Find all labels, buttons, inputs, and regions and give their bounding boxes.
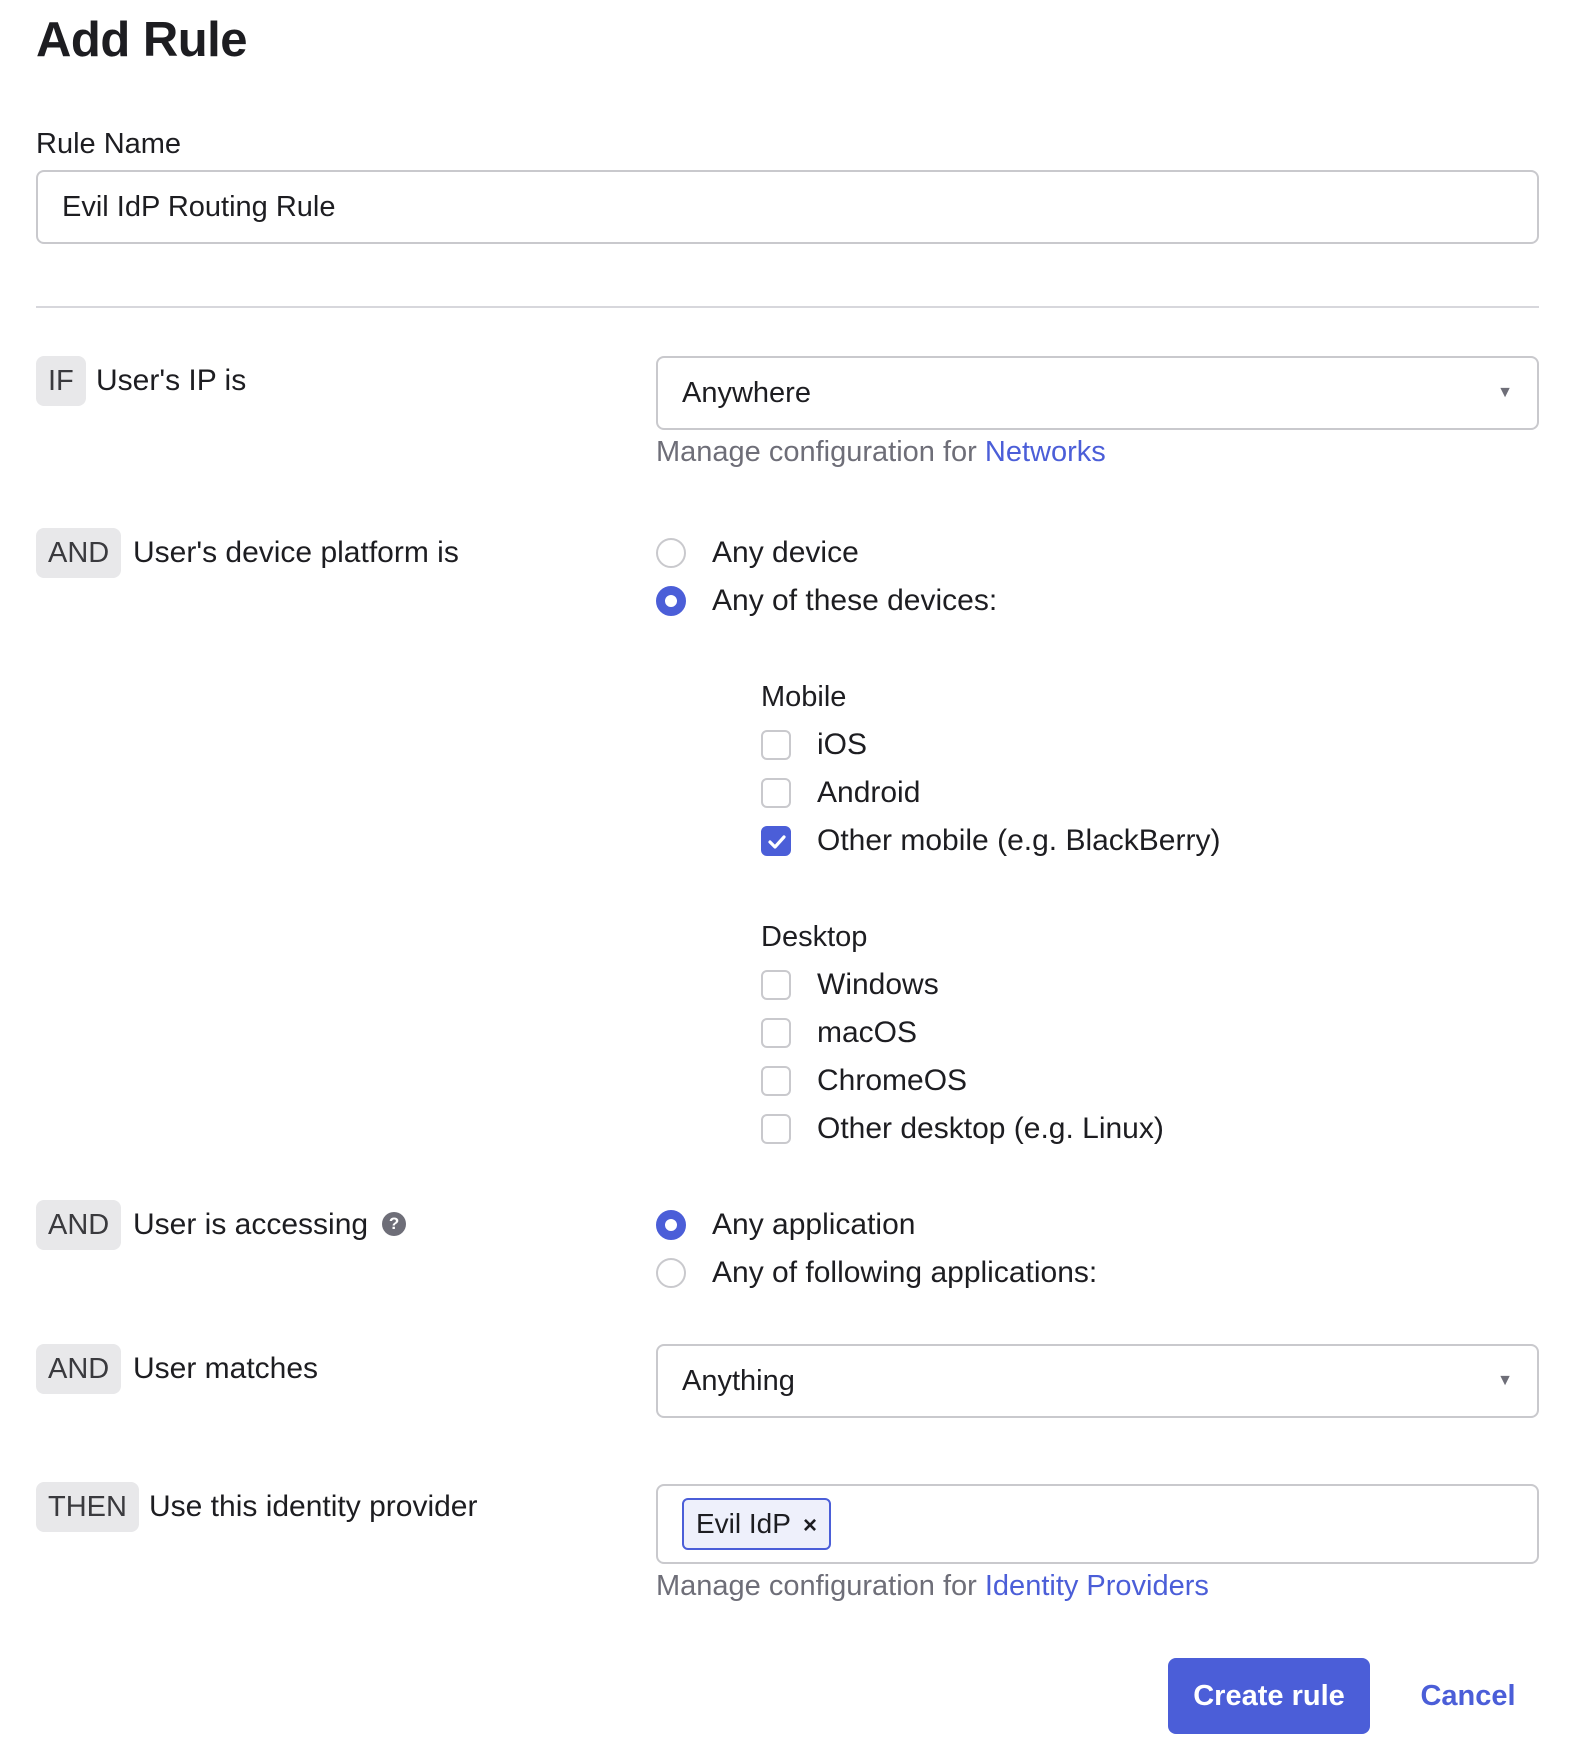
radio-unselected-icon: [656, 538, 686, 568]
radio-unselected-icon: [656, 1258, 686, 1288]
radio-any-device-label: Any device: [712, 536, 859, 569]
checkbox-unchecked-icon: [761, 970, 791, 1000]
idp-token-label: Evil IdP: [696, 1508, 791, 1539]
checkbox-android[interactable]: [761, 771, 920, 815]
idp-condition-label: Use this identity provider: [149, 1490, 478, 1523]
checkbox-macos[interactable]: [761, 1011, 917, 1055]
radio-any-application-label: Any application: [712, 1208, 916, 1241]
and-keyword-pill-device: AND: [36, 528, 121, 578]
help-icon[interactable]: ?: [382, 1212, 406, 1236]
section-divider: [36, 306, 1539, 308]
networks-link[interactable]: Networks: [984, 436, 1106, 468]
chevron-down-icon: ▼: [1497, 1372, 1513, 1389]
mobile-group-heading: Mobile: [761, 681, 847, 713]
user-match-select-value: Anything: [682, 1365, 795, 1397]
and-keyword-pill-app: AND: [36, 1200, 121, 1250]
user-condition-label: User matches: [133, 1352, 319, 1385]
cancel-button[interactable]: Cancel: [1398, 1658, 1538, 1734]
desktop-group-heading: Desktop: [761, 921, 868, 953]
checkbox-unchecked-icon: [761, 1018, 791, 1048]
checkbox-ios-label: iOS: [817, 728, 868, 761]
ip-select[interactable]: [656, 356, 1539, 430]
networks-helper: [656, 436, 1106, 469]
checkbox-chromeos-label: ChromeOS: [817, 1064, 968, 1097]
then-keyword-pill: THEN: [36, 1482, 139, 1532]
radio-any-of-these-devices[interactable]: [656, 579, 997, 623]
checkbox-chromeos[interactable]: [761, 1059, 967, 1103]
app-condition: [133, 1200, 406, 1250]
radio-any-device[interactable]: [656, 531, 859, 575]
checkbox-unchecked-icon: [761, 730, 791, 760]
checkbox-other-desktop-label: Other desktop (e.g. Linux): [817, 1112, 1164, 1145]
checkbox-macos-label: macOS: [817, 1016, 918, 1049]
checkbox-android-label: Android: [817, 776, 921, 809]
idp-helper: [656, 1570, 1209, 1603]
create-rule-button[interactable]: Create rule: [1168, 1658, 1370, 1734]
checkbox-checked-icon: [761, 826, 791, 856]
rule-name-label: Rule Name: [36, 128, 182, 160]
radio-any-of-these-devices-label: Any of these devices:: [712, 584, 998, 617]
radio-selected-icon: [656, 1210, 686, 1240]
chevron-down-icon: ▼: [1497, 384, 1513, 401]
if-keyword-pill: IF: [36, 356, 86, 406]
and-keyword-pill-user: AND: [36, 1344, 121, 1394]
idp-token-input[interactable]: [656, 1484, 1539, 1564]
checkbox-unchecked-icon: [761, 1114, 791, 1144]
checkbox-other-mobile[interactable]: [761, 819, 1220, 863]
identity-providers-link[interactable]: Identity Providers: [984, 1570, 1209, 1602]
checkbox-other-desktop[interactable]: [761, 1107, 1164, 1151]
ip-select-value: Anywhere: [682, 377, 811, 409]
checkmark-icon: [766, 832, 788, 852]
checkbox-ios[interactable]: [761, 723, 867, 767]
checkbox-windows-label: Windows: [817, 968, 939, 1001]
remove-token-icon[interactable]: ×: [802, 1512, 817, 1539]
device-condition-label: User's device platform is: [133, 536, 459, 569]
radio-following-applications[interactable]: [656, 1251, 1097, 1295]
checkbox-other-mobile-label: Other mobile (e.g. BlackBerry): [817, 824, 1221, 857]
idp-helper-text: Manage configuration for: [656, 1570, 977, 1602]
radio-selected-icon: [656, 586, 686, 616]
checkbox-windows[interactable]: [761, 963, 939, 1007]
radio-following-applications-label: Any of following applications:: [712, 1256, 1098, 1289]
radio-any-application[interactable]: [656, 1203, 915, 1247]
idp-token: [682, 1498, 831, 1550]
ip-condition-label: User's IP is: [96, 364, 247, 397]
user-match-select[interactable]: [656, 1344, 1539, 1418]
page-title: Add Rule: [36, 13, 248, 67]
checkbox-unchecked-icon: [761, 1066, 791, 1096]
checkbox-unchecked-icon: [761, 778, 791, 808]
networks-helper-text: Manage configuration for: [656, 436, 977, 468]
rule-name-input[interactable]: [36, 170, 1539, 244]
app-condition-label: User is accessing: [133, 1208, 369, 1241]
